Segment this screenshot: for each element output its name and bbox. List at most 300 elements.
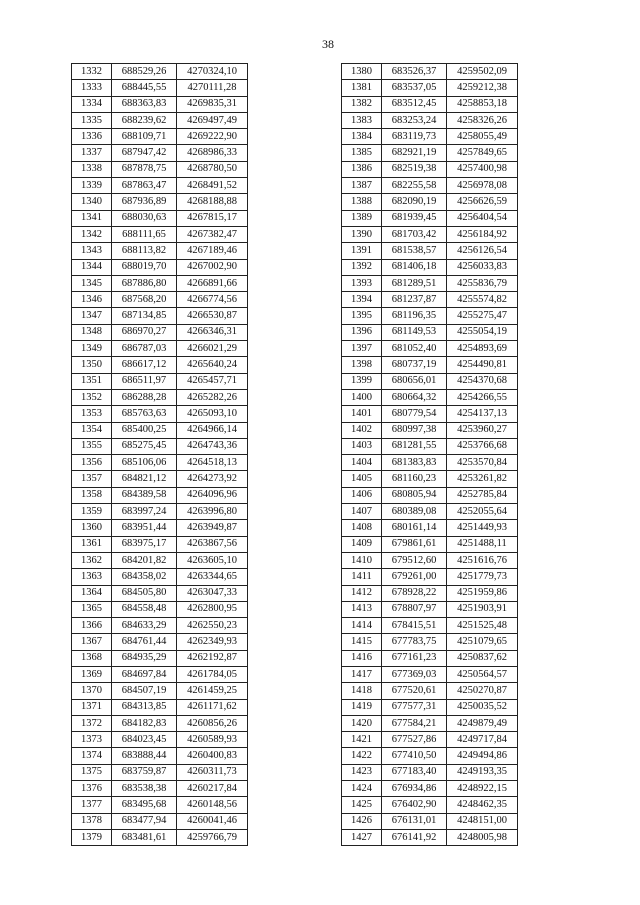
point-number-cell: 1416 [342, 650, 382, 666]
point-number-cell: 1376 [72, 781, 112, 797]
table-row [72, 112, 248, 128]
table-row [342, 504, 518, 520]
point-number-cell: 1397 [342, 341, 382, 357]
table-row [342, 829, 518, 845]
x-coordinate-cell: 680805,94 [382, 487, 447, 503]
table-row [72, 569, 248, 585]
table-row [342, 80, 518, 96]
point-number-cell: 1332 [72, 64, 112, 80]
y-coordinate-cell: 4259766,79 [177, 829, 248, 845]
table-row [342, 357, 518, 373]
y-coordinate-cell: 4263605,10 [177, 552, 248, 568]
point-number-cell: 1387 [342, 178, 382, 194]
point-number-cell: 1339 [72, 178, 112, 194]
y-coordinate-cell: 4255574,82 [447, 292, 518, 308]
table-row [72, 650, 248, 666]
x-coordinate-cell: 687863,47 [112, 178, 177, 194]
x-coordinate-cell: 681289,51 [382, 275, 447, 291]
point-number-cell: 1366 [72, 618, 112, 634]
y-coordinate-cell: 4266021,29 [177, 341, 248, 357]
x-coordinate-cell: 680737,19 [382, 357, 447, 373]
point-number-cell: 1393 [342, 275, 382, 291]
y-coordinate-cell: 4251449,93 [447, 520, 518, 536]
x-coordinate-cell: 684505,80 [112, 585, 177, 601]
table-row [342, 161, 518, 177]
table-row [342, 585, 518, 601]
table-row [342, 601, 518, 617]
y-coordinate-cell: 4251079,65 [447, 634, 518, 650]
table-row [72, 764, 248, 780]
x-coordinate-cell: 676934,86 [382, 781, 447, 797]
table-row [342, 813, 518, 829]
point-number-cell: 1368 [72, 650, 112, 666]
table-row [342, 341, 518, 357]
point-number-cell: 1426 [342, 813, 382, 829]
point-number-cell: 1408 [342, 520, 382, 536]
y-coordinate-cell: 4249717,84 [447, 732, 518, 748]
table-row [72, 243, 248, 259]
y-coordinate-cell: 4265457,71 [177, 373, 248, 389]
table-row [342, 699, 518, 715]
x-coordinate-cell: 680997,38 [382, 422, 447, 438]
y-coordinate-cell: 4262800,95 [177, 601, 248, 617]
point-number-cell: 1396 [342, 324, 382, 340]
point-number-cell: 1363 [72, 569, 112, 585]
y-coordinate-cell: 4249193,35 [447, 764, 518, 780]
x-coordinate-cell: 681196,35 [382, 308, 447, 324]
y-coordinate-cell: 4269497,49 [177, 112, 248, 128]
x-coordinate-cell: 679861,61 [382, 536, 447, 552]
y-coordinate-cell: 4270111,28 [177, 80, 248, 96]
y-coordinate-cell: 4256126,54 [447, 243, 518, 259]
x-coordinate-cell: 688445,55 [112, 80, 177, 96]
x-coordinate-cell: 686970,27 [112, 324, 177, 340]
point-number-cell: 1369 [72, 666, 112, 682]
table-row [342, 406, 518, 422]
table-row [72, 781, 248, 797]
y-coordinate-cell: 4251488,11 [447, 536, 518, 552]
table-row [72, 585, 248, 601]
x-coordinate-cell: 685106,06 [112, 455, 177, 471]
y-coordinate-cell: 4267189,46 [177, 243, 248, 259]
y-coordinate-cell: 4248922,15 [447, 781, 518, 797]
x-coordinate-cell: 683119,73 [382, 129, 447, 145]
table-row [72, 145, 248, 161]
point-number-cell: 1361 [72, 536, 112, 552]
point-number-cell: 1425 [342, 797, 382, 813]
table-row [342, 194, 518, 210]
table-row [342, 732, 518, 748]
y-coordinate-cell: 4253261,82 [447, 471, 518, 487]
table-row [72, 161, 248, 177]
y-coordinate-cell: 4268491,52 [177, 178, 248, 194]
y-coordinate-cell: 4260589,93 [177, 732, 248, 748]
y-coordinate-cell: 4251525,48 [447, 618, 518, 634]
point-number-cell: 1349 [72, 341, 112, 357]
point-number-cell: 1355 [72, 438, 112, 454]
y-coordinate-cell: 4262550,23 [177, 618, 248, 634]
y-coordinate-cell: 4261171,62 [177, 699, 248, 715]
table-row [72, 748, 248, 764]
y-coordinate-cell: 4256626,59 [447, 194, 518, 210]
table-row [342, 569, 518, 585]
point-number-cell: 1357 [72, 471, 112, 487]
table-row [72, 178, 248, 194]
x-coordinate-cell: 677183,40 [382, 764, 447, 780]
x-coordinate-cell: 683481,61 [112, 829, 177, 845]
table-row [342, 666, 518, 682]
table-row [342, 129, 518, 145]
x-coordinate-cell: 684389,58 [112, 487, 177, 503]
table-row [72, 438, 248, 454]
y-coordinate-cell: 4260041,46 [177, 813, 248, 829]
y-coordinate-cell: 4248462,35 [447, 797, 518, 813]
x-coordinate-cell: 680161,14 [382, 520, 447, 536]
table-row [72, 732, 248, 748]
x-coordinate-cell: 684313,85 [112, 699, 177, 715]
table-row [342, 471, 518, 487]
x-coordinate-cell: 688030,63 [112, 210, 177, 226]
y-coordinate-cell: 4266530,87 [177, 308, 248, 324]
y-coordinate-cell: 4255275,47 [447, 308, 518, 324]
table-row [72, 129, 248, 145]
y-coordinate-cell: 4265282,26 [177, 389, 248, 405]
point-number-cell: 1338 [72, 161, 112, 177]
point-number-cell: 1356 [72, 455, 112, 471]
x-coordinate-cell: 677161,23 [382, 650, 447, 666]
y-coordinate-cell: 4262192,87 [177, 650, 248, 666]
point-number-cell: 1385 [342, 145, 382, 161]
page-number: 38 [322, 37, 334, 51]
point-number-cell: 1347 [72, 308, 112, 324]
x-coordinate-cell: 683975,17 [112, 536, 177, 552]
x-coordinate-cell: 683951,44 [112, 520, 177, 536]
table-row [72, 715, 248, 731]
table-row [72, 194, 248, 210]
table-row [72, 373, 248, 389]
y-coordinate-cell: 4263047,33 [177, 585, 248, 601]
x-coordinate-cell: 681149,53 [382, 324, 447, 340]
point-number-cell: 1413 [342, 601, 382, 617]
coordinates-table-right [341, 63, 518, 846]
table-row [72, 552, 248, 568]
x-coordinate-cell: 688113,82 [112, 243, 177, 259]
y-coordinate-cell: 4257849,65 [447, 145, 518, 161]
y-coordinate-cell: 4250035,52 [447, 699, 518, 715]
x-coordinate-cell: 683759,87 [112, 764, 177, 780]
table-row [342, 112, 518, 128]
y-coordinate-cell: 4269835,31 [177, 96, 248, 112]
x-coordinate-cell: 685400,25 [112, 422, 177, 438]
y-coordinate-cell: 4264096,96 [177, 487, 248, 503]
point-number-cell: 1350 [72, 357, 112, 373]
y-coordinate-cell: 4270324,10 [177, 64, 248, 80]
point-number-cell: 1411 [342, 569, 382, 585]
table-row [342, 259, 518, 275]
y-coordinate-cell: 4264966,14 [177, 422, 248, 438]
y-coordinate-cell: 4254137,13 [447, 406, 518, 422]
x-coordinate-cell: 678807,97 [382, 601, 447, 617]
x-coordinate-cell: 680779,54 [382, 406, 447, 422]
table-row [72, 259, 248, 275]
y-coordinate-cell: 4263949,87 [177, 520, 248, 536]
table-row [72, 64, 248, 80]
table-row [342, 634, 518, 650]
point-number-cell: 1367 [72, 634, 112, 650]
point-number-cell: 1394 [342, 292, 382, 308]
table-row [72, 308, 248, 324]
x-coordinate-cell: 685763,63 [112, 406, 177, 422]
x-coordinate-cell: 680389,08 [382, 504, 447, 520]
table-body [342, 64, 518, 846]
table-row [342, 438, 518, 454]
point-number-cell: 1414 [342, 618, 382, 634]
x-coordinate-cell: 687936,89 [112, 194, 177, 210]
point-number-cell: 1391 [342, 243, 382, 259]
x-coordinate-cell: 683538,38 [112, 781, 177, 797]
x-coordinate-cell: 684697,84 [112, 666, 177, 682]
x-coordinate-cell: 688019,70 [112, 259, 177, 275]
point-number-cell: 1335 [72, 112, 112, 128]
point-number-cell: 1419 [342, 699, 382, 715]
point-number-cell: 1392 [342, 259, 382, 275]
table-row [72, 487, 248, 503]
table-row [342, 275, 518, 291]
y-coordinate-cell: 4256033,83 [447, 259, 518, 275]
y-coordinate-cell: 4248151,00 [447, 813, 518, 829]
point-number-cell: 1400 [342, 389, 382, 405]
point-number-cell: 1384 [342, 129, 382, 145]
x-coordinate-cell: 677520,61 [382, 683, 447, 699]
table-row [342, 536, 518, 552]
y-coordinate-cell: 4253766,68 [447, 438, 518, 454]
y-coordinate-cell: 4260856,26 [177, 715, 248, 731]
y-coordinate-cell: 4252055,64 [447, 504, 518, 520]
point-number-cell: 1415 [342, 634, 382, 650]
x-coordinate-cell: 688109,71 [112, 129, 177, 145]
table-row [72, 96, 248, 112]
point-number-cell: 1360 [72, 520, 112, 536]
point-number-cell: 1354 [72, 422, 112, 438]
y-coordinate-cell: 4258055,49 [447, 129, 518, 145]
x-coordinate-cell: 680656,01 [382, 373, 447, 389]
point-number-cell: 1417 [342, 666, 382, 682]
x-coordinate-cell: 679512,60 [382, 552, 447, 568]
y-coordinate-cell: 4251959,86 [447, 585, 518, 601]
point-number-cell: 1333 [72, 80, 112, 96]
table-body [72, 64, 248, 846]
point-number-cell: 1337 [72, 145, 112, 161]
table-row [72, 406, 248, 422]
point-number-cell: 1427 [342, 829, 382, 845]
y-coordinate-cell: 4258326,26 [447, 112, 518, 128]
y-coordinate-cell: 4260311,73 [177, 764, 248, 780]
x-coordinate-cell: 681281,55 [382, 438, 447, 454]
y-coordinate-cell: 4257400,98 [447, 161, 518, 177]
y-coordinate-cell: 4254370,68 [447, 373, 518, 389]
point-number-cell: 1383 [342, 112, 382, 128]
y-coordinate-cell: 4267002,90 [177, 259, 248, 275]
x-coordinate-cell: 686787,03 [112, 341, 177, 357]
x-coordinate-cell: 683537,05 [382, 80, 447, 96]
point-number-cell: 1410 [342, 552, 382, 568]
y-coordinate-cell: 4249879,49 [447, 715, 518, 731]
point-number-cell: 1390 [342, 226, 382, 242]
y-coordinate-cell: 4255836,79 [447, 275, 518, 291]
x-coordinate-cell: 687878,75 [112, 161, 177, 177]
table-row [342, 145, 518, 161]
y-coordinate-cell: 4259502,09 [447, 64, 518, 80]
point-number-cell: 1402 [342, 422, 382, 438]
x-coordinate-cell: 681538,57 [382, 243, 447, 259]
x-coordinate-cell: 684023,45 [112, 732, 177, 748]
x-coordinate-cell: 676402,90 [382, 797, 447, 813]
x-coordinate-cell: 683477,94 [112, 813, 177, 829]
x-coordinate-cell: 682255,58 [382, 178, 447, 194]
table-row [72, 357, 248, 373]
x-coordinate-cell: 677577,31 [382, 699, 447, 715]
x-coordinate-cell: 684182,83 [112, 715, 177, 731]
table-row [342, 96, 518, 112]
y-coordinate-cell: 4258853,18 [447, 96, 518, 112]
y-coordinate-cell: 4250564,57 [447, 666, 518, 682]
x-coordinate-cell: 687568,20 [112, 292, 177, 308]
point-number-cell: 1401 [342, 406, 382, 422]
y-coordinate-cell: 4264518,13 [177, 455, 248, 471]
y-coordinate-cell: 4262349,93 [177, 634, 248, 650]
point-number-cell: 1365 [72, 601, 112, 617]
y-coordinate-cell: 4256404,54 [447, 210, 518, 226]
x-coordinate-cell: 686511,97 [112, 373, 177, 389]
y-coordinate-cell: 4264743,36 [177, 438, 248, 454]
x-coordinate-cell: 678928,22 [382, 585, 447, 601]
y-coordinate-cell: 4254266,55 [447, 389, 518, 405]
table-row [342, 487, 518, 503]
x-coordinate-cell: 684935,29 [112, 650, 177, 666]
y-coordinate-cell: 4263867,56 [177, 536, 248, 552]
table-row [342, 373, 518, 389]
x-coordinate-cell: 684558,48 [112, 601, 177, 617]
y-coordinate-cell: 4254893,69 [447, 341, 518, 357]
y-coordinate-cell: 4268986,33 [177, 145, 248, 161]
table-row [72, 536, 248, 552]
y-coordinate-cell: 4259212,38 [447, 80, 518, 96]
table-row [72, 292, 248, 308]
y-coordinate-cell: 4269222,90 [177, 129, 248, 145]
table-row [342, 308, 518, 324]
point-number-cell: 1404 [342, 455, 382, 471]
table-row [342, 764, 518, 780]
x-coordinate-cell: 678415,51 [382, 618, 447, 634]
x-coordinate-cell: 685275,45 [112, 438, 177, 454]
x-coordinate-cell: 686617,12 [112, 357, 177, 373]
x-coordinate-cell: 683888,44 [112, 748, 177, 764]
y-coordinate-cell: 4268780,50 [177, 161, 248, 177]
x-coordinate-cell: 683997,24 [112, 504, 177, 520]
x-coordinate-cell: 677584,21 [382, 715, 447, 731]
point-number-cell: 1336 [72, 129, 112, 145]
x-coordinate-cell: 677369,03 [382, 666, 447, 682]
y-coordinate-cell: 4260148,56 [177, 797, 248, 813]
x-coordinate-cell: 684358,02 [112, 569, 177, 585]
y-coordinate-cell: 4267815,17 [177, 210, 248, 226]
x-coordinate-cell: 682090,19 [382, 194, 447, 210]
x-coordinate-cell: 688111,65 [112, 226, 177, 242]
y-coordinate-cell: 4249494,86 [447, 748, 518, 764]
table-row [342, 226, 518, 242]
x-coordinate-cell: 688529,26 [112, 64, 177, 80]
x-coordinate-cell: 683512,45 [382, 96, 447, 112]
point-number-cell: 1421 [342, 732, 382, 748]
table-row [72, 455, 248, 471]
point-number-cell: 1348 [72, 324, 112, 340]
y-coordinate-cell: 4260400,83 [177, 748, 248, 764]
x-coordinate-cell: 676131,01 [382, 813, 447, 829]
table-row [342, 618, 518, 634]
x-coordinate-cell: 683495,68 [112, 797, 177, 813]
point-number-cell: 1362 [72, 552, 112, 568]
point-number-cell: 1364 [72, 585, 112, 601]
x-coordinate-cell: 682519,38 [382, 161, 447, 177]
y-coordinate-cell: 4256978,08 [447, 178, 518, 194]
point-number-cell: 1340 [72, 194, 112, 210]
y-coordinate-cell: 4261784,05 [177, 666, 248, 682]
point-number-cell: 1386 [342, 161, 382, 177]
table-row [72, 324, 248, 340]
y-coordinate-cell: 4261459,25 [177, 683, 248, 699]
x-coordinate-cell: 684507,19 [112, 683, 177, 699]
table-row [342, 520, 518, 536]
table-row [72, 699, 248, 715]
y-coordinate-cell: 4255054,19 [447, 324, 518, 340]
point-number-cell: 1420 [342, 715, 382, 731]
table-row [72, 601, 248, 617]
y-coordinate-cell: 4264273,92 [177, 471, 248, 487]
point-number-cell: 1343 [72, 243, 112, 259]
point-number-cell: 1371 [72, 699, 112, 715]
point-number-cell: 1346 [72, 292, 112, 308]
point-number-cell: 1352 [72, 389, 112, 405]
point-number-cell: 1353 [72, 406, 112, 422]
table-row [72, 389, 248, 405]
y-coordinate-cell: 4251903,91 [447, 601, 518, 617]
point-number-cell: 1378 [72, 813, 112, 829]
y-coordinate-cell: 4251616,76 [447, 552, 518, 568]
table-row [342, 781, 518, 797]
point-number-cell: 1422 [342, 748, 382, 764]
table-row [72, 683, 248, 699]
y-coordinate-cell: 4248005,98 [447, 829, 518, 845]
x-coordinate-cell: 676141,92 [382, 829, 447, 845]
x-coordinate-cell: 684633,29 [112, 618, 177, 634]
point-number-cell: 1412 [342, 585, 382, 601]
table-row [72, 634, 248, 650]
x-coordinate-cell: 681052,40 [382, 341, 447, 357]
table-row [342, 422, 518, 438]
table-row [342, 748, 518, 764]
table-row [342, 243, 518, 259]
x-coordinate-cell: 687134,85 [112, 308, 177, 324]
table-row [342, 324, 518, 340]
point-number-cell: 1407 [342, 504, 382, 520]
y-coordinate-cell: 4265093,10 [177, 406, 248, 422]
x-coordinate-cell: 687947,42 [112, 145, 177, 161]
y-coordinate-cell: 4267382,47 [177, 226, 248, 242]
point-number-cell: 1395 [342, 308, 382, 324]
point-number-cell: 1377 [72, 797, 112, 813]
y-coordinate-cell: 4252785,84 [447, 487, 518, 503]
table-row [72, 504, 248, 520]
